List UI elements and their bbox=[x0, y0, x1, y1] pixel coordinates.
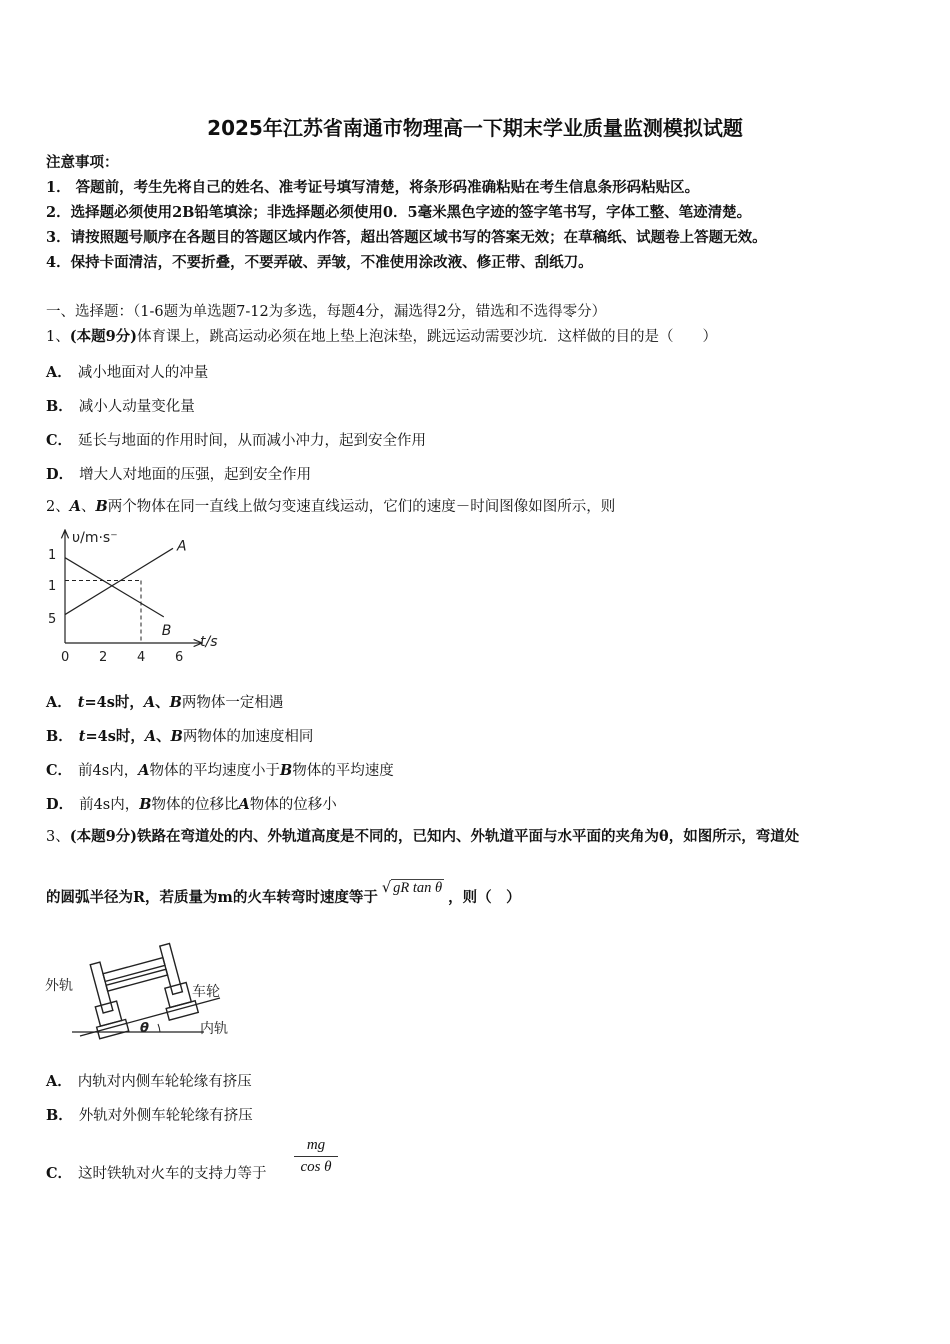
question-3-line2: 的圆弧半径为R，若质量为m的火车转弯时速度等于√ gR tan θ，则（ ） bbox=[46, 880, 521, 906]
x-tick-label: 2 bbox=[99, 650, 108, 665]
note-item-4: 4．保持卡面清洁，不要折叠，不要弄破、弄皱，不准使用涂改液、修正带、刮纸刀。 bbox=[46, 254, 593, 271]
theta-label: θ bbox=[140, 1021, 149, 1036]
q3-option-c[interactable]: C． 这时铁轨对火车的支持力等于 bbox=[46, 1165, 267, 1182]
sqrt-formula: √ gR tan θ bbox=[381, 880, 443, 896]
q3-option-b[interactable]: B． 外轨对外侧车轮轮缘有挤压 bbox=[46, 1107, 253, 1124]
rail-track-figure bbox=[42, 932, 242, 1042]
q1-tag: (本题9分) bbox=[69, 328, 138, 345]
series-a-label: A bbox=[177, 538, 187, 555]
y-axis-label: υ/m·s⁻ bbox=[72, 530, 118, 546]
page-title: 2025年江苏省南通市物理高一下期末学业质量监测模拟试题 bbox=[207, 116, 743, 140]
series-b-label: B bbox=[161, 622, 172, 639]
q1-option-d[interactable]: D． 增大人对地面的压强，起到安全作用 bbox=[46, 466, 312, 483]
velocity-time-chart bbox=[40, 522, 240, 668]
section-heading: 一、选择题：（1-6题为单选题7-12为多选，每题4分，漏选得2分，错选和不选得零分） bbox=[46, 304, 607, 320]
fraction-mg-cos-theta: mg cos θ bbox=[294, 1137, 338, 1176]
series-b-line bbox=[65, 558, 164, 617]
q2-option-c[interactable]: C． 前4s内，A物体的平均速度小于B物体的平均速度 bbox=[46, 762, 394, 779]
series-a-line bbox=[65, 548, 173, 614]
q1-number: 1、 bbox=[46, 329, 70, 345]
q2-option-d[interactable]: D． 前4s内，B物体的位移比A物体的位移小 bbox=[46, 796, 337, 813]
q1-option-a[interactable]: A． 减小地面对人的冲量 bbox=[46, 364, 209, 381]
q1-option-b[interactable]: B． 减小人动量变化量 bbox=[46, 398, 195, 415]
x-tick-label: 0 bbox=[61, 650, 70, 665]
outer-rail-label: 外轨 bbox=[45, 978, 73, 994]
notes-heading: 注意事项： bbox=[46, 154, 119, 171]
question-1 bbox=[46, 327, 717, 347]
y-tick-label: 1 bbox=[48, 548, 57, 563]
wheel-label: 车轮 bbox=[192, 984, 220, 1000]
question-3: 3、(本题9分)铁路在弯道处的内、外轨道高度是不同的，已知内、外轨道平面与水平面的夹角为θ，如图所示，弯道处 bbox=[46, 828, 800, 845]
q2-option-b[interactable]: B． t=4s时，A、B两物体的加速度相同 bbox=[46, 728, 314, 745]
x-tick-label: 6 bbox=[175, 650, 184, 665]
note-item-3: 3．请按照题号顺序在各题目的答题区域内作答，超出答题区域书写的答案无效；在草稿纸、试题卷上答题无效。 bbox=[46, 229, 767, 246]
inner-rail-label: 内轨 bbox=[200, 1021, 228, 1037]
q2-option-a[interactable]: A． t=4s时，A、B两物体一定相遇 bbox=[46, 694, 284, 711]
q1-stem: 体育课上，跳高运动必须在地上垫上泡沫垫，跳远运动需要沙坑．这样做的目的是（ ） bbox=[137, 329, 718, 345]
y-tick-label: 5 bbox=[48, 612, 57, 627]
question-2: 2、A、B两个物体在同一直线上做匀变速直线运动，它们的速度－时间图像如图所示，则 bbox=[46, 498, 616, 515]
x-axis-label: t/s bbox=[200, 634, 218, 650]
note-item-1: 1． 答题前，考生先将自己的姓名、准考证号填写清楚，将条形码准确粘贴在考生信息条形码粘贴区。 bbox=[46, 179, 700, 196]
x-tick-label: 4 bbox=[137, 650, 146, 665]
note-item-2: 2．选择题必须使用2B铅笔填涂；非选择题必须使用0．5毫米黑色字迹的签字笔书写，字体工整、笔迹清楚。 bbox=[46, 204, 752, 221]
y-tick-label: 1 bbox=[48, 579, 57, 594]
q3-option-a[interactable]: A． 内轨对内侧车轮轮缘有挤压 bbox=[46, 1073, 252, 1090]
q1-option-c[interactable]: C． 延长与地面的作用时间，从而减小冲力，起到安全作用 bbox=[46, 432, 427, 449]
